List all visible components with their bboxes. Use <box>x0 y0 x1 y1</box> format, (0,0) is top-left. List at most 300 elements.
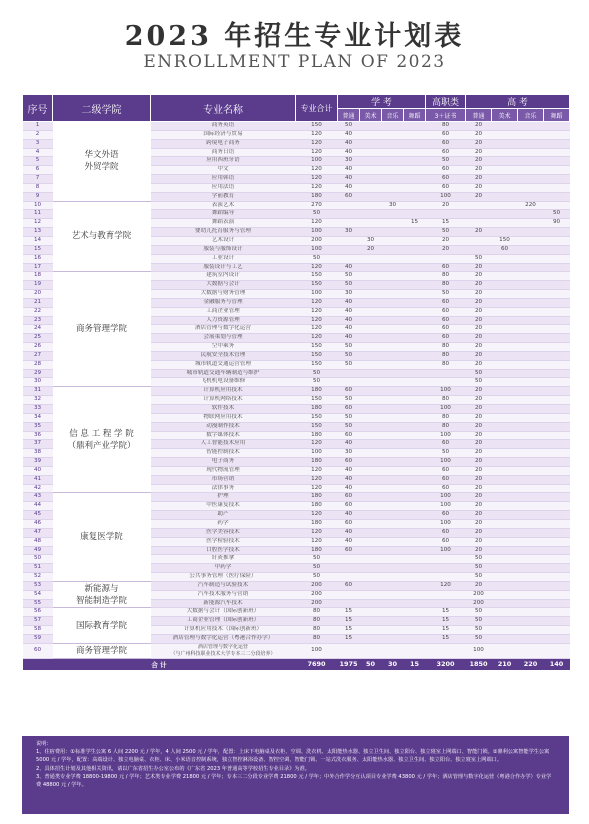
major-name: 智能控制技术 <box>151 449 296 458</box>
quota-cell: 40 <box>338 334 360 343</box>
quota-cell <box>544 334 570 343</box>
quota-cell: 60 <box>426 166 466 175</box>
quota-cell <box>518 148 544 157</box>
quota-cell: 40 <box>338 183 360 192</box>
quota-cell: 40 <box>338 175 360 184</box>
quota-cell <box>360 546 382 555</box>
header-xk: 学 考 <box>338 95 426 109</box>
major-total: 80 <box>296 617 338 626</box>
quota-cell <box>544 130 570 139</box>
quota-cell <box>492 210 518 219</box>
major-name: 民航安全技术管理 <box>151 351 296 360</box>
row-index: 37 <box>23 440 53 449</box>
row-index: 52 <box>23 573 53 582</box>
row-index: 22 <box>23 307 53 316</box>
row-index: 2 <box>23 130 53 139</box>
quota-cell <box>338 555 360 564</box>
quota-cell <box>518 369 544 378</box>
quota-cell: 20 <box>426 245 466 254</box>
total-value: 1975 <box>339 660 358 669</box>
row-index: 16 <box>23 254 53 263</box>
quota-cell <box>382 599 404 608</box>
quota-cell: 15 <box>426 634 466 643</box>
quota-cell <box>338 369 360 378</box>
quota-cell <box>360 325 382 334</box>
row-index: 7 <box>23 175 53 184</box>
quota-cell: 60 <box>492 245 518 254</box>
quota-cell <box>492 192 518 201</box>
quota-cell <box>518 139 544 148</box>
quota-cell: 20 <box>466 334 492 343</box>
quota-cell <box>382 431 404 440</box>
total-value: 50 <box>360 658 382 670</box>
quota-cell: 50 <box>338 281 360 290</box>
major-total: 200 <box>296 236 338 245</box>
quota-cell: 20 <box>360 245 382 254</box>
quota-cell <box>492 493 518 502</box>
quota-cell: 40 <box>338 537 360 546</box>
major-name: 人力资源管理 <box>151 316 296 325</box>
quota-cell: 60 <box>426 537 466 546</box>
quota-cell <box>466 219 492 228</box>
quota-cell <box>404 148 426 157</box>
quota-cell <box>518 351 544 360</box>
quota-cell <box>404 493 426 502</box>
quota-cell <box>404 281 426 290</box>
quota-cell <box>382 440 404 449</box>
major-name: 应用韩语 <box>151 175 296 184</box>
header-xk-wudao: 舞蹈 <box>404 109 426 122</box>
major-name: 新能源汽车技术 <box>151 599 296 608</box>
quota-cell <box>544 228 570 237</box>
quota-cell <box>544 351 570 360</box>
quota-cell: 50 <box>466 617 492 626</box>
row-index: 21 <box>23 298 53 307</box>
quota-cell: 20 <box>466 528 492 537</box>
quota-cell <box>544 166 570 175</box>
quota-cell: 60 <box>426 307 466 316</box>
quota-cell: 40 <box>338 298 360 307</box>
quota-cell: 20 <box>466 449 492 458</box>
quota-cell <box>360 431 382 440</box>
header-index: 序号 <box>23 95 53 122</box>
quota-cell <box>404 573 426 582</box>
quota-cell: 40 <box>338 263 360 272</box>
row-index: 54 <box>23 590 53 599</box>
quota-cell <box>518 599 544 608</box>
major-name: 中药学 <box>151 564 296 573</box>
notes-line: 3、普通类专业学费 18800-19800 元 / 学年；艺术类专业学费 21800 元 / 学年；专本三二分段专业学费 21800 元 / 学年；中外合作学分互认项目专业学费 43800 元 / 学年；酒店管理与数字化运营（粤港合作办学）专业学费 48800 元 / 学年。 <box>36 773 552 789</box>
quota-cell <box>492 254 518 263</box>
quota-cell: 60 <box>338 405 360 414</box>
quota-cell <box>492 272 518 281</box>
major-name: 跨境电子商务 <box>151 139 296 148</box>
quota-cell <box>544 139 570 148</box>
quota-cell <box>338 599 360 608</box>
major-total: 100 <box>296 643 338 658</box>
major-name: 计算机应用技术（国际创新班） <box>151 626 296 635</box>
quota-cell: 15 <box>338 608 360 617</box>
major-total: 120 <box>296 537 338 546</box>
quota-cell <box>360 201 382 210</box>
quota-cell <box>518 608 544 617</box>
major-total: 120 <box>296 316 338 325</box>
quota-cell <box>518 396 544 405</box>
major-total: 270 <box>296 201 338 210</box>
quota-cell <box>404 192 426 201</box>
quota-cell: 60 <box>426 475 466 484</box>
quota-cell: 20 <box>466 316 492 325</box>
major-total: 80 <box>296 608 338 617</box>
quota-cell <box>518 254 544 263</box>
row-index: 30 <box>23 378 53 387</box>
quota-cell <box>382 192 404 201</box>
major-name: 城市轨道交通车辆制造与维护 <box>151 369 296 378</box>
quota-cell <box>360 157 382 166</box>
quota-cell <box>492 157 518 166</box>
quota-cell: 60 <box>426 175 466 184</box>
row-index: 36 <box>23 431 53 440</box>
quota-cell <box>518 334 544 343</box>
quota-cell <box>404 608 426 617</box>
quota-cell <box>360 405 382 414</box>
quota-cell <box>382 634 404 643</box>
quota-cell: 100 <box>426 546 466 555</box>
quota-cell <box>544 290 570 299</box>
major-name: 现代物流管理 <box>151 466 296 475</box>
quota-cell <box>518 236 544 245</box>
quota-cell <box>404 130 426 139</box>
row-index: 51 <box>23 564 53 573</box>
quota-cell: 100 <box>426 387 466 396</box>
row-index: 40 <box>23 466 53 475</box>
quota-cell <box>404 360 426 369</box>
total-row <box>23 658 570 670</box>
quota-cell <box>518 122 544 131</box>
quota-cell: 50 <box>466 369 492 378</box>
header-xk-putong: 普通 <box>338 109 360 122</box>
quota-cell <box>360 272 382 281</box>
quota-cell: 50 <box>544 210 570 219</box>
quota-cell <box>492 573 518 582</box>
quota-cell <box>382 581 404 590</box>
quota-cell <box>404 511 426 520</box>
quota-cell: 20 <box>466 157 492 166</box>
quota-cell <box>492 564 518 573</box>
quota-cell <box>544 475 570 484</box>
quota-cell: 80 <box>426 122 466 131</box>
row-index: 25 <box>23 334 53 343</box>
quota-cell <box>492 466 518 475</box>
quota-cell: 20 <box>466 581 492 590</box>
quota-cell <box>404 201 426 210</box>
quota-cell: 60 <box>426 263 466 272</box>
quota-cell <box>544 519 570 528</box>
major-total: 50 <box>296 254 338 263</box>
enrollment-table <box>22 94 570 670</box>
major-total: 180 <box>296 502 338 511</box>
quota-cell <box>382 325 404 334</box>
major-total: 180 <box>296 519 338 528</box>
quota-cell: 20 <box>466 325 492 334</box>
header-major: 专业名称 <box>151 95 296 122</box>
major-total: 180 <box>296 387 338 396</box>
major-name: 商务英语 <box>151 122 296 131</box>
major-name: 大数据与会计（国际创新班） <box>151 608 296 617</box>
header-gzl: 高职类 <box>426 95 466 109</box>
major-total: 100 <box>296 245 338 254</box>
quota-cell <box>360 228 382 237</box>
quota-cell <box>544 413 570 422</box>
quota-cell: 30 <box>338 228 360 237</box>
quota-cell: 60 <box>426 484 466 493</box>
quota-cell: 20 <box>466 281 492 290</box>
major-total: 80 <box>296 626 338 635</box>
quota-cell <box>518 192 544 201</box>
major-total: 120 <box>296 166 338 175</box>
table-row <box>23 201 570 210</box>
quota-cell <box>518 502 544 511</box>
quota-cell <box>360 573 382 582</box>
quota-cell <box>360 493 382 502</box>
quota-cell: 20 <box>466 546 492 555</box>
quota-cell: 200 <box>466 599 492 608</box>
quota-cell <box>360 422 382 431</box>
quota-cell <box>404 449 426 458</box>
quota-cell <box>492 626 518 635</box>
quota-cell <box>518 449 544 458</box>
major-total: 120 <box>296 466 338 475</box>
quota-cell <box>492 440 518 449</box>
quota-cell <box>466 236 492 245</box>
major-name: 飞机机电设备维修 <box>151 378 296 387</box>
quota-cell <box>544 192 570 201</box>
major-total: 120 <box>296 148 338 157</box>
major-total: 120 <box>296 263 338 272</box>
quota-cell <box>382 511 404 520</box>
quota-cell: 80 <box>426 281 466 290</box>
quota-cell <box>404 599 426 608</box>
quota-cell: 40 <box>338 466 360 475</box>
quota-cell: 40 <box>338 484 360 493</box>
quota-cell <box>382 573 404 582</box>
page-title: 2023 年招生专业计划表 <box>124 21 465 52</box>
major-name: 应用西班牙语 <box>151 157 296 166</box>
quota-cell: 20 <box>466 148 492 157</box>
quota-cell <box>518 290 544 299</box>
quota-cell <box>382 219 404 228</box>
quota-cell: 30 <box>338 449 360 458</box>
quota-cell <box>404 139 426 148</box>
major-name: 计算机应用技术 <box>151 387 296 396</box>
quota-cell <box>544 528 570 537</box>
row-index: 39 <box>23 458 53 467</box>
major-total: 200 <box>296 581 338 590</box>
quota-cell <box>544 263 570 272</box>
quota-cell <box>404 431 426 440</box>
row-index: 34 <box>23 413 53 422</box>
total-value: 220 <box>518 658 544 670</box>
major-total: 50 <box>296 573 338 582</box>
row-index: 59 <box>23 634 53 643</box>
quota-cell <box>382 590 404 599</box>
quota-cell <box>544 422 570 431</box>
quota-cell <box>404 634 426 643</box>
quota-cell <box>426 599 466 608</box>
quota-cell: 60 <box>338 546 360 555</box>
quota-cell <box>382 475 404 484</box>
quota-cell <box>404 351 426 360</box>
major-name: 市场营销 <box>151 475 296 484</box>
row-index: 1 <box>23 122 53 131</box>
quota-cell: 20 <box>466 290 492 299</box>
quota-cell <box>544 201 570 210</box>
major-total: 150 <box>296 360 338 369</box>
quota-cell: 20 <box>466 183 492 192</box>
major-name: 工商企业管理（国际创新班） <box>151 617 296 626</box>
quota-cell <box>382 166 404 175</box>
quota-cell: 20 <box>466 502 492 511</box>
major-total: 120 <box>296 475 338 484</box>
page-subtitle: ENROLLMENT PLAN OF 2023 <box>143 52 446 72</box>
quota-cell <box>518 546 544 555</box>
quota-cell <box>404 183 426 192</box>
quota-cell <box>426 210 466 219</box>
row-index: 28 <box>23 360 53 369</box>
row-index: 23 <box>23 316 53 325</box>
major-name: 舞蹈编导 <box>151 210 296 219</box>
quota-cell <box>544 599 570 608</box>
row-index: 11 <box>23 210 53 219</box>
quota-cell: 60 <box>338 387 360 396</box>
quota-cell: 20 <box>466 458 492 467</box>
college-name: 商务管理学院 <box>53 272 151 387</box>
quota-cell: 20 <box>466 493 492 502</box>
quota-cell: 50 <box>338 360 360 369</box>
major-name: 护理 <box>151 493 296 502</box>
quota-cell <box>544 369 570 378</box>
quota-cell: 80 <box>426 272 466 281</box>
quota-cell <box>404 343 426 352</box>
major-total: 150 <box>296 351 338 360</box>
quota-cell <box>544 405 570 414</box>
quota-cell: 20 <box>466 192 492 201</box>
row-index: 31 <box>23 387 53 396</box>
quota-cell <box>492 298 518 307</box>
quota-cell <box>518 298 544 307</box>
quota-cell <box>466 245 492 254</box>
quota-cell <box>492 581 518 590</box>
quota-cell <box>382 148 404 157</box>
quota-cell <box>544 440 570 449</box>
quota-cell <box>492 183 518 192</box>
quota-cell <box>404 537 426 546</box>
quota-cell <box>404 334 426 343</box>
quota-cell <box>492 431 518 440</box>
major-name: 针灸推拿 <box>151 555 296 564</box>
quota-cell <box>544 466 570 475</box>
quota-cell: 90 <box>544 219 570 228</box>
quota-cell <box>492 369 518 378</box>
quota-cell: 60 <box>426 528 466 537</box>
major-total: 100 <box>296 228 338 237</box>
total-value: 1850 <box>466 658 492 670</box>
total-value: 30 <box>382 658 404 670</box>
quota-cell <box>360 528 382 537</box>
quota-cell <box>518 272 544 281</box>
major-name: 服装与服饰设计 <box>151 245 296 254</box>
row-index: 48 <box>23 537 53 546</box>
table-row <box>23 272 570 281</box>
quota-cell <box>518 360 544 369</box>
quota-cell <box>544 537 570 546</box>
quota-cell <box>544 449 570 458</box>
quota-cell <box>518 219 544 228</box>
quota-cell <box>544 272 570 281</box>
table-body <box>23 122 570 659</box>
major-name: 动漫制作技术 <box>151 422 296 431</box>
quota-cell <box>518 590 544 599</box>
total-value: 140 <box>544 658 570 670</box>
quota-cell <box>382 316 404 325</box>
row-index: 57 <box>23 617 53 626</box>
quota-cell <box>382 334 404 343</box>
major-name: 法律事务 <box>151 484 296 493</box>
quota-cell <box>382 449 404 458</box>
quota-cell <box>404 157 426 166</box>
row-index: 4 <box>23 148 53 157</box>
quota-cell: 20 <box>466 537 492 546</box>
quota-cell <box>544 183 570 192</box>
quota-cell <box>404 245 426 254</box>
quota-cell <box>404 210 426 219</box>
quota-cell <box>382 272 404 281</box>
quota-cell <box>404 228 426 237</box>
quota-cell <box>360 537 382 546</box>
quota-cell <box>492 307 518 316</box>
quota-cell <box>404 590 426 599</box>
quota-cell: 50 <box>338 343 360 352</box>
quota-cell <box>404 422 426 431</box>
row-index: 56 <box>23 608 53 617</box>
quota-cell: 80 <box>426 413 466 422</box>
quota-cell <box>492 546 518 555</box>
college-name: 新能源与 智能制造学院 <box>53 581 151 608</box>
quota-cell <box>518 475 544 484</box>
quota-cell <box>544 157 570 166</box>
quota-cell <box>404 387 426 396</box>
quota-cell <box>544 511 570 520</box>
total-value: 15 <box>404 658 426 670</box>
quota-cell <box>492 617 518 626</box>
quota-cell <box>360 617 382 626</box>
major-total: 200 <box>296 599 338 608</box>
quota-cell <box>382 360 404 369</box>
major-total: 150 <box>296 122 338 131</box>
quota-cell: 60 <box>426 130 466 139</box>
quota-cell: 15 <box>426 219 466 228</box>
quota-cell <box>382 351 404 360</box>
quota-cell <box>518 343 544 352</box>
quota-cell <box>492 405 518 414</box>
quota-cell <box>544 617 570 626</box>
quota-cell <box>404 502 426 511</box>
quota-cell <box>382 466 404 475</box>
row-index: 14 <box>23 236 53 245</box>
quota-cell <box>360 502 382 511</box>
quota-cell <box>360 183 382 192</box>
major-name: 医学检验技术 <box>151 537 296 546</box>
